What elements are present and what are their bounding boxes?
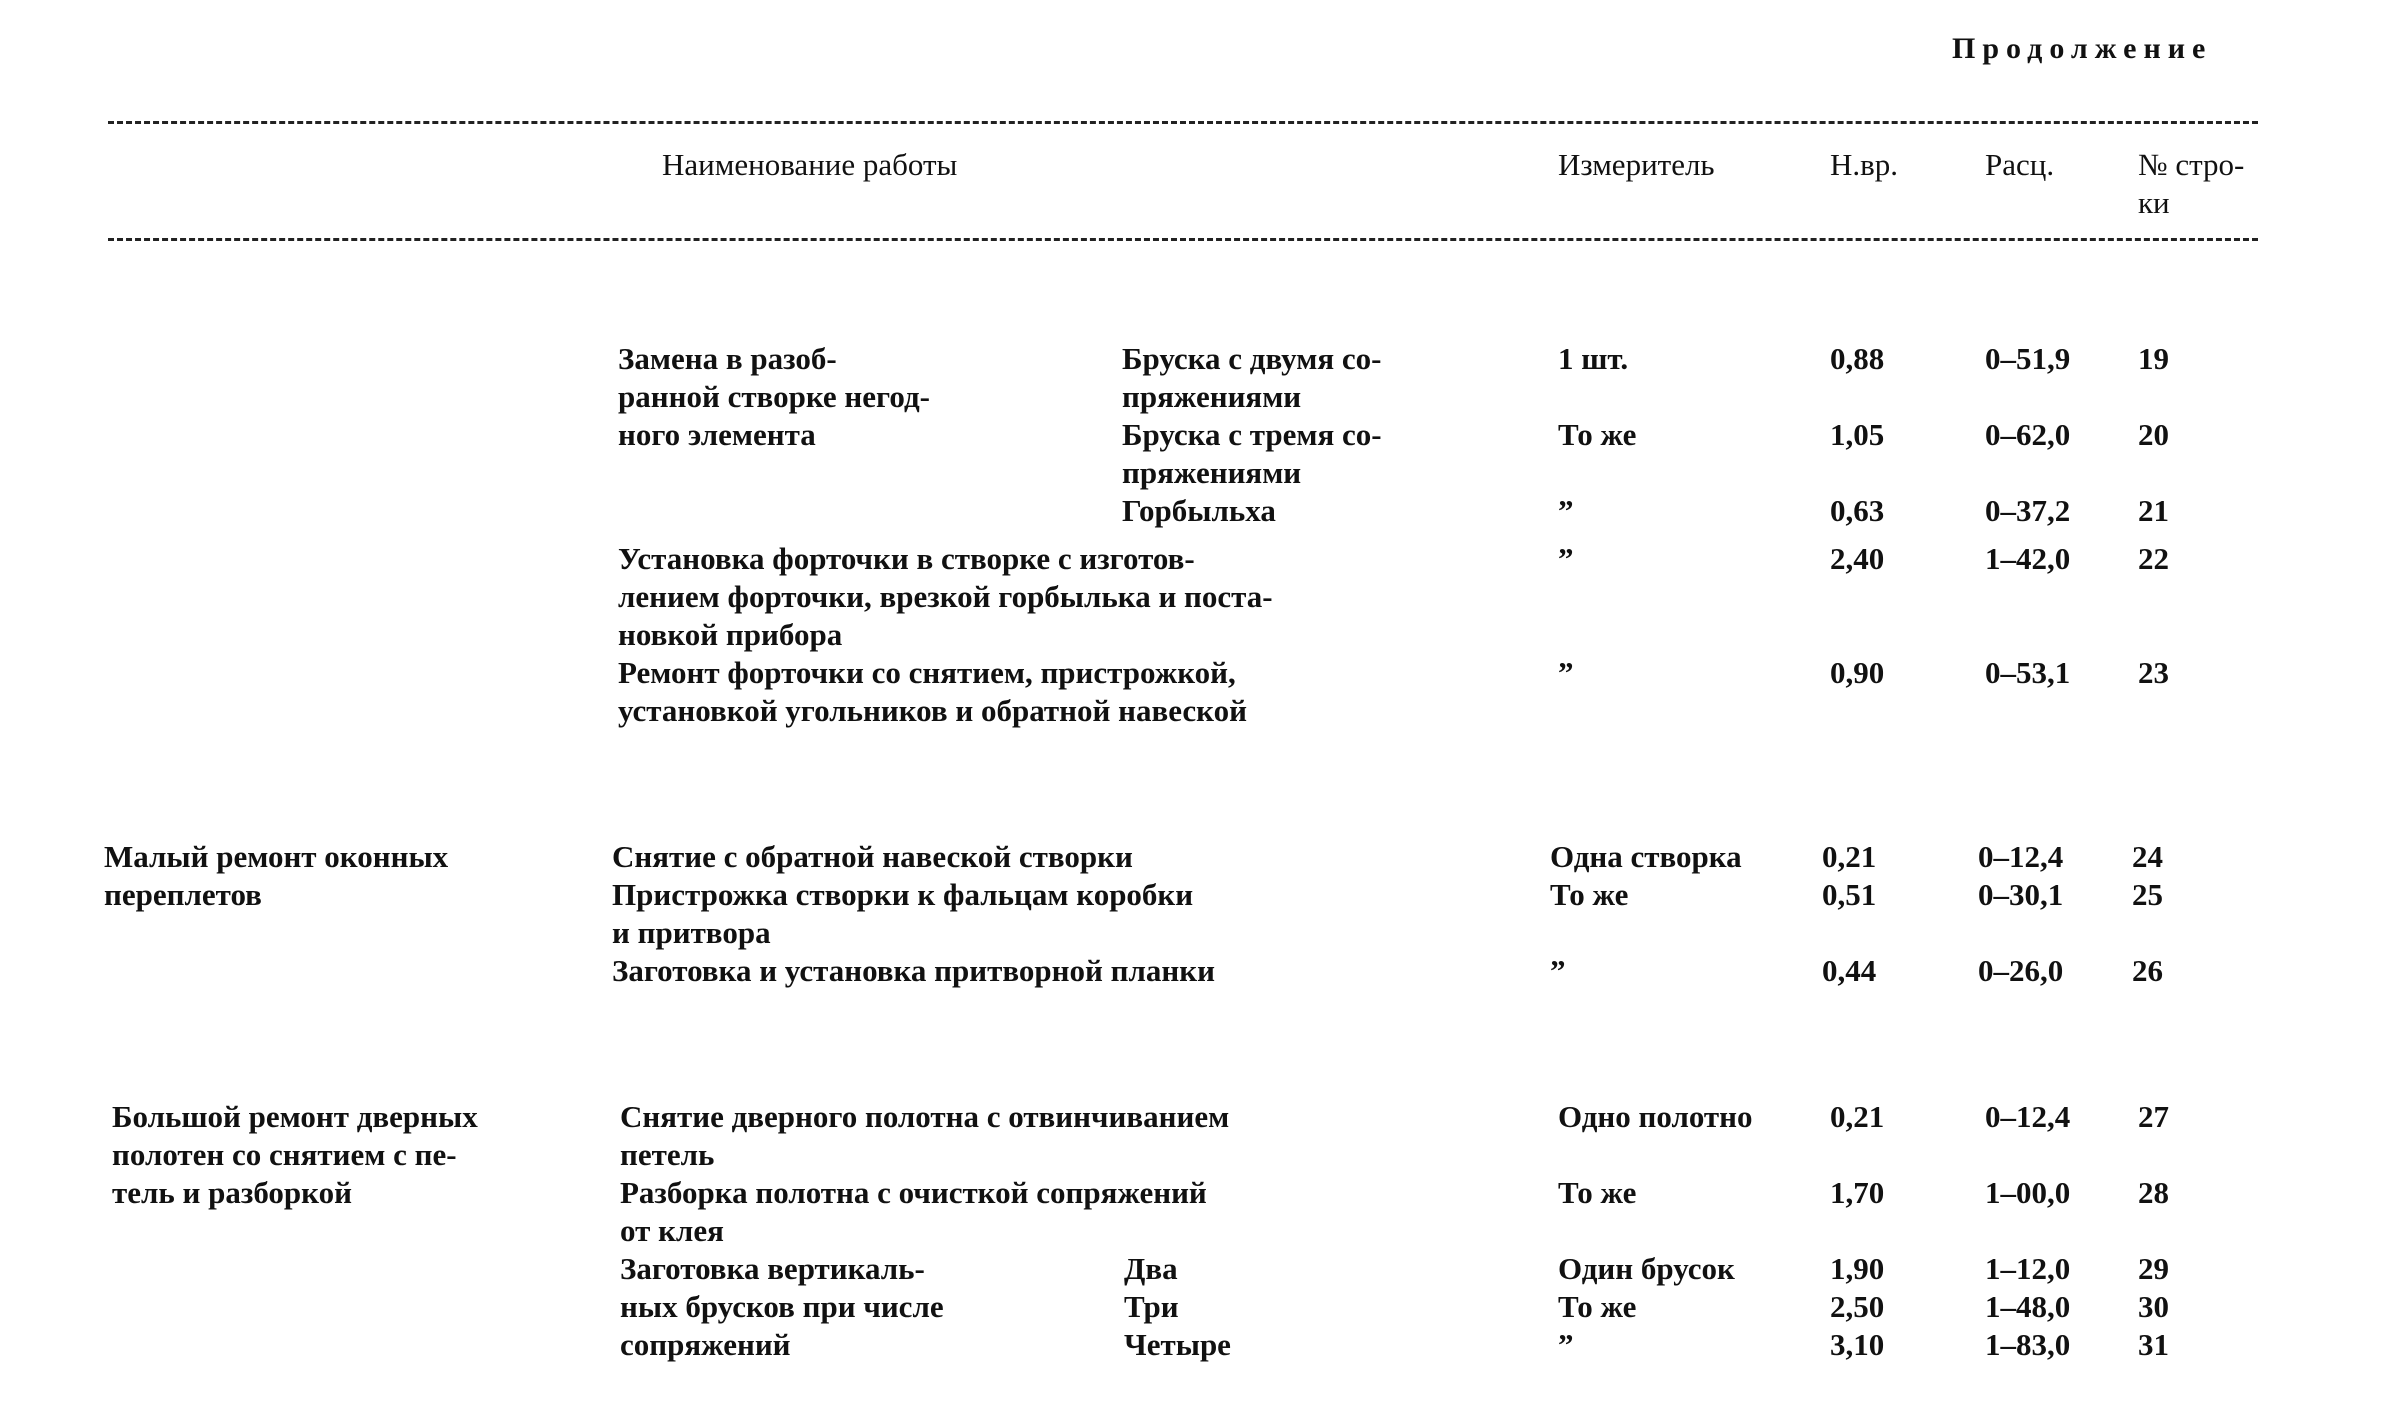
row-norm: 2,50 — [1830, 1289, 1885, 1324]
row-norm: 0,44 — [1822, 953, 1877, 988]
row-rate: 0–53,1 — [1985, 655, 2071, 690]
row-norm: 0,21 — [1830, 1099, 1885, 1134]
row-norm: 0,63 — [1830, 493, 1885, 528]
row-norm: 0,90 — [1830, 655, 1885, 690]
header-name: Наименование работы — [662, 147, 958, 182]
row-name: Ремонт форточки со снятием, пристрожкой, установкой угольников и обратной навеской — [618, 655, 1247, 728]
row-rate: 0–37,2 — [1985, 493, 2071, 528]
row-no: 30 — [2138, 1289, 2169, 1324]
group-label: Замена в разоб- ранной створке негод- ного элемента — [618, 341, 930, 452]
row-unit: ” — [1558, 493, 1574, 528]
row-unit: ” — [1558, 541, 1574, 576]
row-norm: 1,05 — [1830, 417, 1885, 452]
header-norm: Н.вр. — [1830, 147, 1899, 182]
header-unit: Измеритель — [1558, 147, 1715, 182]
row-sub: Два — [1124, 1251, 1178, 1286]
row-no: 29 — [2138, 1251, 2169, 1286]
row-no: 27 — [2138, 1099, 2169, 1134]
row-norm: 3,10 — [1830, 1327, 1885, 1362]
row-no: 20 — [2138, 417, 2169, 452]
group-label: Заготовка вертикаль- ных брусков при числе сопряжений — [620, 1251, 944, 1362]
row-name: Установка форточки в створке с изготов- лением форточки, врезкой горбылька и поста- новкой прибора — [618, 541, 1273, 652]
row-no: 28 — [2138, 1175, 2169, 1210]
row-unit: ” — [1558, 1327, 1574, 1362]
row-norm: 0,21 — [1822, 839, 1877, 874]
row-unit: Один брусок — [1558, 1251, 1735, 1286]
row-rate: 0–30,1 — [1978, 877, 2064, 912]
row-sub: Бруска с двумя со- пряжениями — [1122, 341, 1382, 414]
header-rate: Расц. — [1985, 147, 2055, 182]
row-unit: То же — [1558, 1175, 1637, 1210]
header-bottom-rule — [108, 238, 2258, 241]
row-norm: 1,70 — [1830, 1175, 1885, 1210]
row-rate: 1–00,0 — [1985, 1175, 2071, 1210]
row-norm: 0,51 — [1822, 877, 1877, 912]
row-norm: 0,88 — [1830, 341, 1885, 376]
row-no: 31 — [2138, 1327, 2169, 1362]
row-sub: Четыре — [1124, 1327, 1231, 1362]
row-unit: Одно полотно — [1558, 1099, 1753, 1134]
continuation-label: Продолжение — [1952, 32, 2213, 65]
header-row-no: № стро- ки — [2138, 147, 2245, 220]
row-name: Снятие дверного полотна с отвинчиванием петель — [620, 1099, 1230, 1172]
row-rate: 1–12,0 — [1985, 1251, 2071, 1286]
row-unit: Одна створка — [1550, 839, 1742, 874]
row-rate: 0–12,4 — [1985, 1099, 2071, 1134]
row-unit: 1 шт. — [1558, 341, 1629, 376]
row-name: Разборка полотна с очисткой сопряжений от клея — [620, 1175, 1207, 1248]
row-rate: 1–83,0 — [1985, 1327, 2071, 1362]
row-no: 25 — [2132, 877, 2163, 912]
row-name: Снятие с обратной навеской створки — [612, 839, 1133, 874]
row-unit: ” — [1558, 655, 1574, 690]
row-no: 19 — [2138, 341, 2169, 376]
row-rate: 0–51,9 — [1985, 341, 2071, 376]
header-top-rule — [108, 121, 2258, 124]
row-no: 26 — [2132, 953, 2163, 988]
row-no: 23 — [2138, 655, 2169, 690]
row-unit: То же — [1550, 877, 1629, 912]
row-sub: Бруска с тремя со- пряжениями — [1122, 417, 1382, 490]
row-rate: 0–12,4 — [1978, 839, 2064, 874]
row-rate: 0–26,0 — [1978, 953, 2064, 988]
row-no: 22 — [2138, 541, 2169, 576]
row-unit: ” — [1550, 953, 1566, 988]
row-rate: 1–42,0 — [1985, 541, 2071, 576]
row-rate: 0–62,0 — [1985, 417, 2071, 452]
section-title: Малый ремонт оконных переплетов — [104, 839, 449, 912]
row-norm: 2,40 — [1830, 541, 1885, 576]
row-norm: 1,90 — [1830, 1251, 1885, 1286]
row-no: 21 — [2138, 493, 2169, 528]
row-unit: То же — [1558, 417, 1637, 452]
row-rate: 1–48,0 — [1985, 1289, 2071, 1324]
row-no: 24 — [2132, 839, 2163, 874]
section-title: Большой ремонт дверных полотен со снятием с пе- тель и разборкой — [112, 1099, 478, 1210]
row-sub: Три — [1124, 1289, 1179, 1324]
row-sub: Горбыльха — [1122, 493, 1276, 528]
row-unit: То же — [1558, 1289, 1637, 1324]
row-name: Заготовка и установка притворной планки — [612, 953, 1215, 988]
row-name: Пристрожка створки к фальцам коробки и притвора — [612, 877, 1194, 950]
